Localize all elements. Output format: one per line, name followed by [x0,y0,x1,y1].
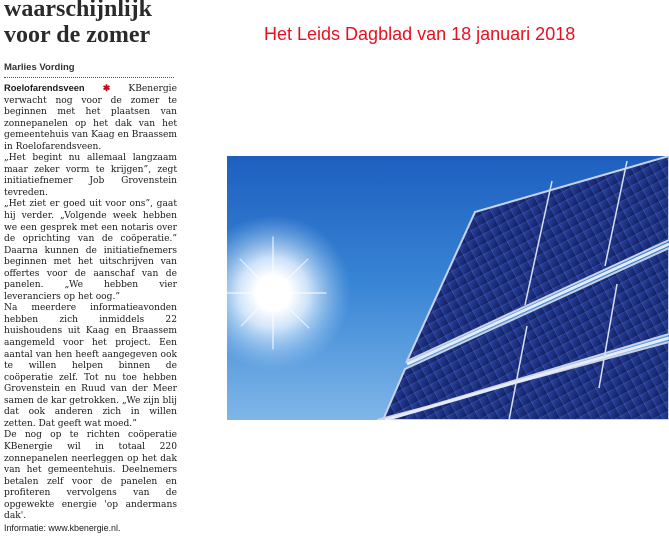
star-icon: ✱ [102,83,111,94]
paragraph-4: Na meerdere informatieavonden hebben zich inmiddels 22 huishoudens uit Kaag en Braassem aangemeld voor het project. Een aantal van hen heeft aangegeven ook te willen helpen binnen de coöperatie zelf. Tot nu toe hebben Grovenstein en Ruud van der Meer samen de kar getrokken. „We zijn blij dat ook anderen zich in willen zetten. Dat geeft wat moed.” [4,303,177,429]
info-line: Informatie: www.kbenergie.nl. [4,522,121,533]
byline: Marlies Vording [4,62,75,73]
solar-panel-photo [227,156,669,420]
paragraph-1 [4,83,177,153]
article-body [4,83,177,534]
paragraph-5: De nog op te richten coöperatie KBenergie wil in totaal 220 zonnepanelen neerleggen op het dak van het gemeentehuis. Deelnemers betalen zelf voor de panelen en profiteren vervolgens van de opgewekte energie 'op andermans dak'. [4,430,177,522]
article-clipping [0,0,180,560]
dateline: Roelofarendsveen [4,83,85,93]
source-caption: Het Leids Dagblad van 18 januari 2018 [264,24,576,44]
byline-divider [4,77,174,78]
paragraph-2: „Het begint nu allemaal langzaam maar zeker vorm te krijgen”, zegt initiatiefnemer Job Grovenstein tevreden. [4,153,177,198]
sun [260,280,286,306]
headline-line-2: voor de zomer [4,22,151,48]
headline [4,0,180,48]
headline-line-1: waarschijnlijk [4,0,153,22]
paragraph-3: „Het ziet er goed uit voor ons”, gaat hij verder. „Volgende week hebben we een gesprek met een notaris over de oprichting van de coöperatie.” Daarna kunnen de initiatiefnemers beginnen met het uitschrijven van offertes voor de aanschaf van de panelen. „We hebben vier leveranciers op het oog.” [4,199,177,302]
paragraph-1-text: KBenergie verwacht nog voor de zomer te beginnen met het plaatsen van zonnepanelen op het dak van het gemeentehuis van Kaag en Braassem in Roelofarendsveen. [4,84,177,152]
